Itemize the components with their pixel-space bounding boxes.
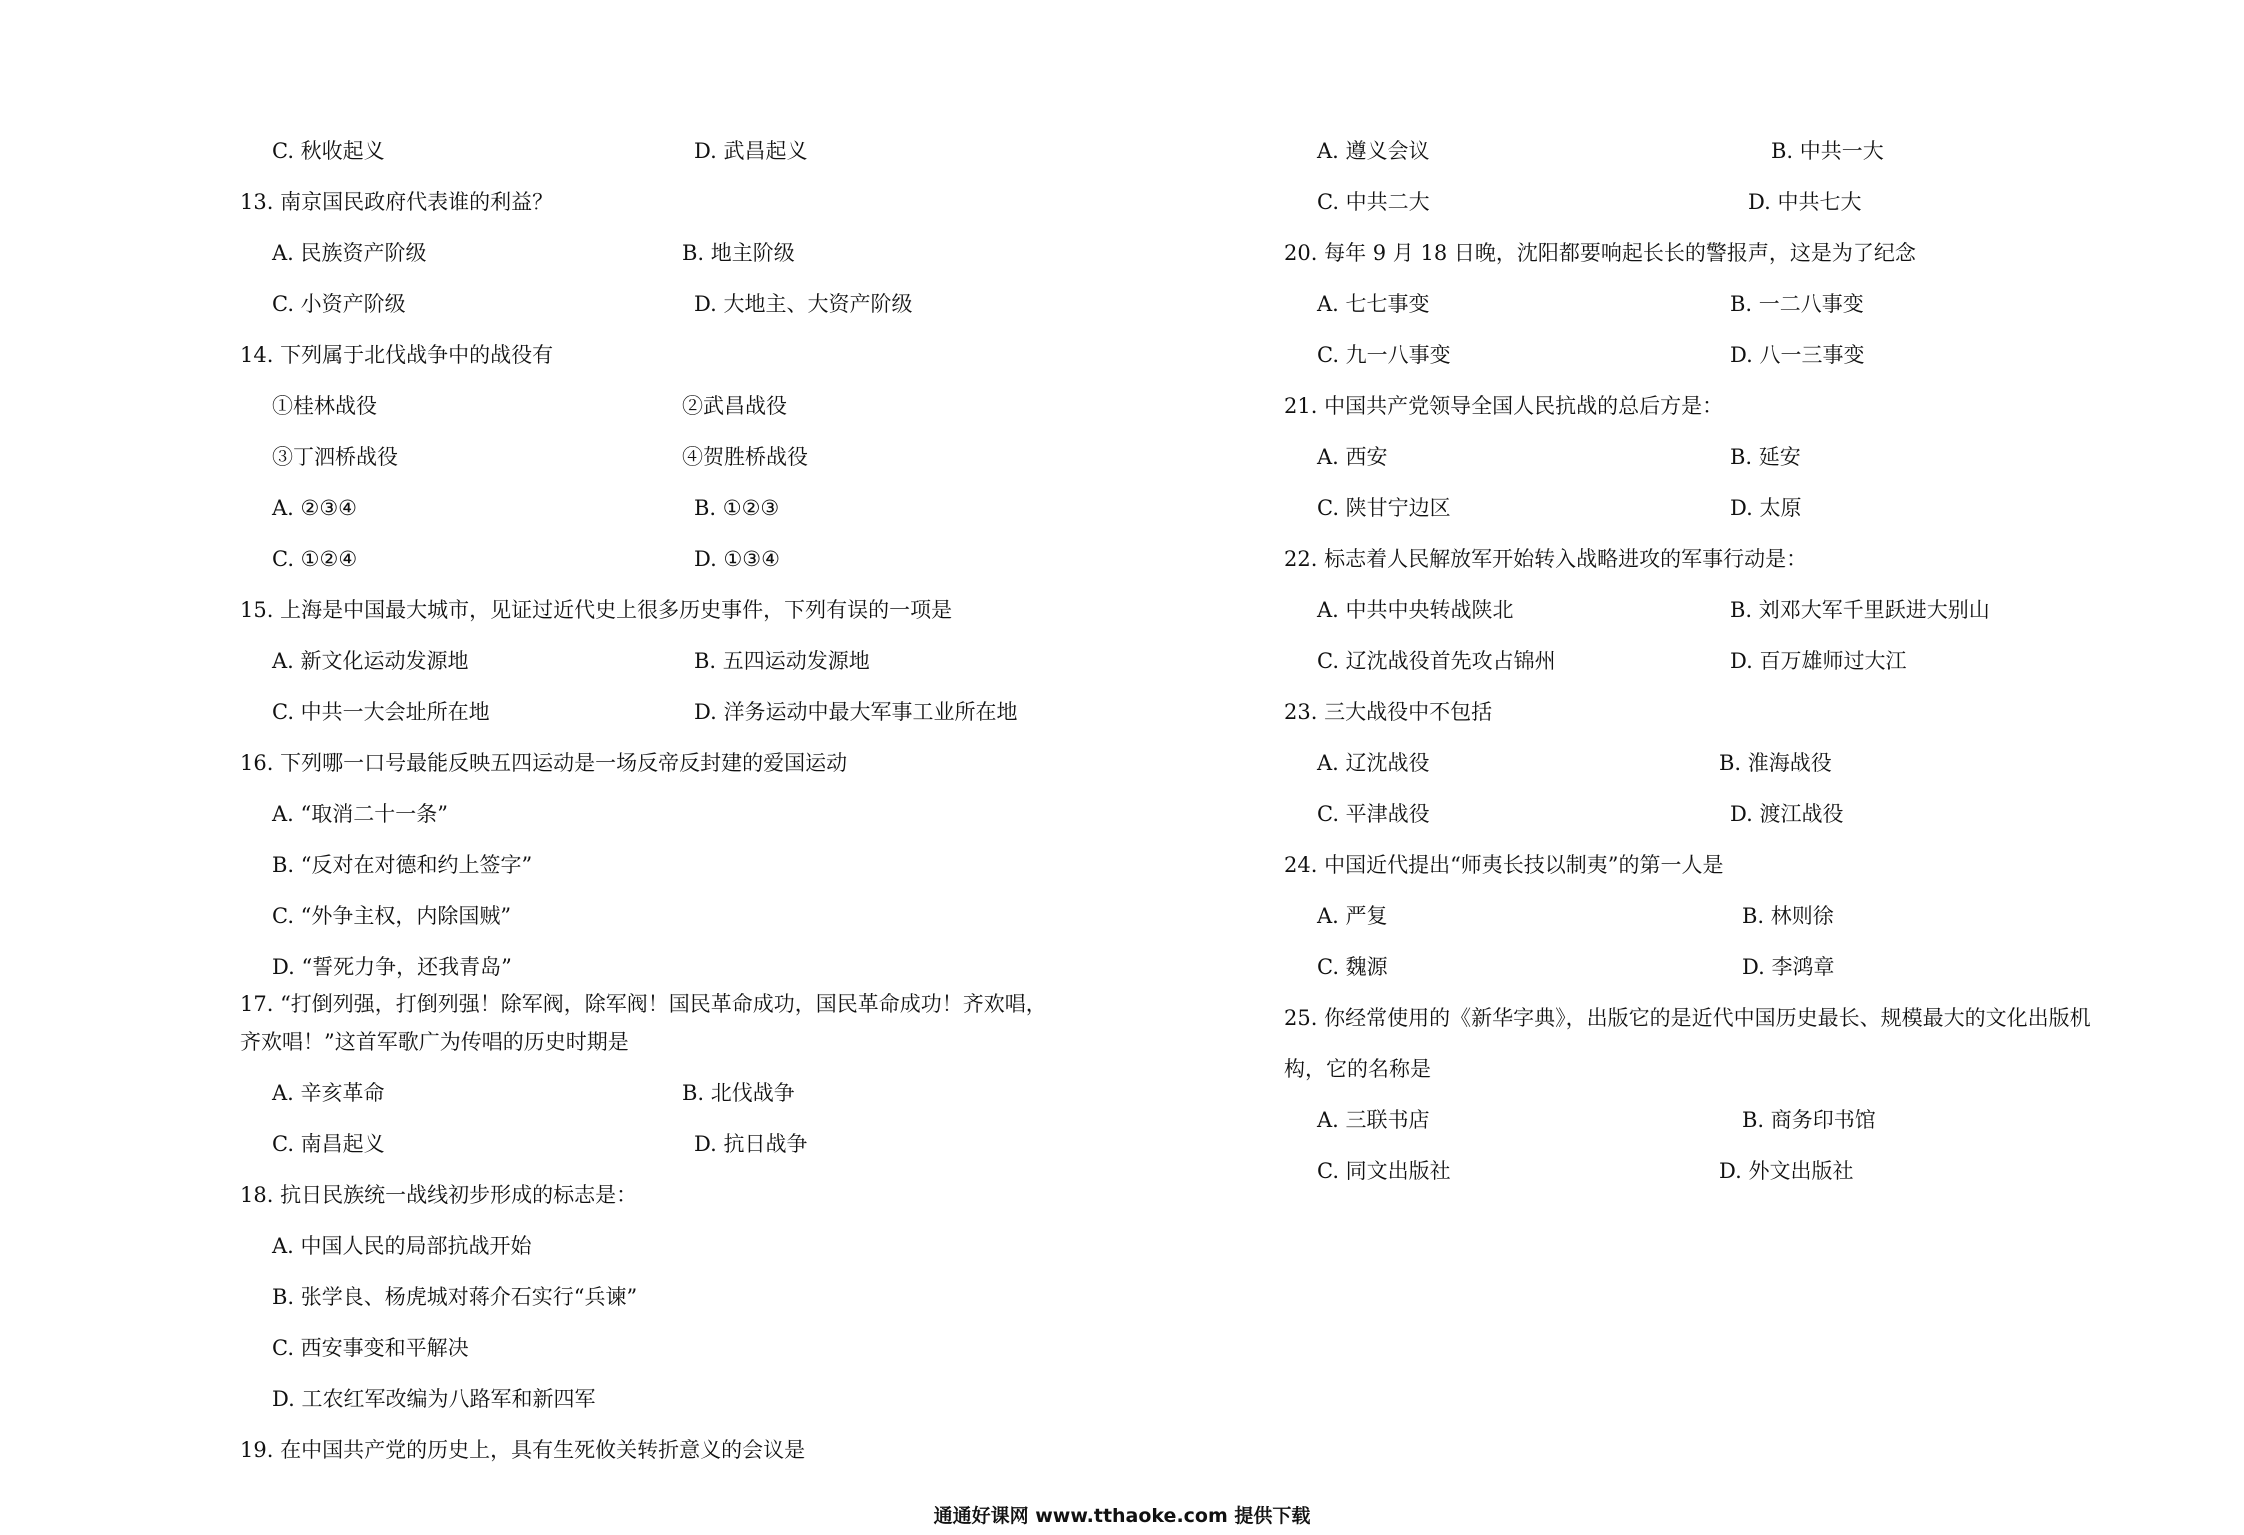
q14-item-3: ③丁泗桥战役 [272,445,398,469]
q15-stem: 15. 上海是中国最大城市，见证过近代史上很多历史事件，下列有误的一项是 [240,598,953,622]
q25-option-c: C. 同文出版社 [1317,1159,1451,1183]
q21-option-c: C. 陕甘宁边区 [1317,496,1451,520]
q16-option-b: B. “反对在对德和约上签字” [272,853,533,877]
q17-option-c: C. 南昌起义 [272,1132,385,1156]
q13-option-d: D. 大地主、大资产阶级 [694,292,913,316]
q23-stem: 23. 三大战役中不包括 [1284,700,1493,724]
q14-option-c: C. ①②④ [272,547,358,571]
q24-option-a: A. 严复 [1317,904,1388,928]
q21-option-b: B. 延安 [1730,445,1801,469]
q22-option-c: C. 辽沈战役首先攻占锦州 [1317,649,1556,673]
q19-option-d: D. 中共七大 [1748,190,1862,214]
q16-option-a: A. “取消二十一条” [272,802,448,826]
q20-stem: 20. 每年 9 月 18 日晚，沈阳都要响起长长的警报声，这是为了纪念 [1284,241,1916,265]
q14-item-1: ①桂林战役 [272,394,377,418]
q18-stem: 18. 抗日民族统一战线初步形成的标志是： [240,1183,638,1207]
q14-option-d: D. ①③④ [694,547,780,571]
q20-option-a: A. 七七事变 [1317,292,1430,316]
q17-option-d: D. 抗日战争 [694,1132,808,1156]
q13-option-b: B. 地主阶级 [682,241,795,265]
q24-stem: 24. 中国近代提出“师夷长技以制夷”的第一人是 [1284,853,1724,877]
q25-option-d: D. 外文出版社 [1719,1159,1854,1183]
q15-option-a: A. 新文化运动发源地 [272,649,469,673]
q20-option-d: D. 八一三事变 [1730,343,1865,367]
q14-stem: 14. 下列属于北伐战争中的战役有 [240,343,554,367]
q16-stem: 16. 下列哪一口号最能反映五四运动是一场反帝反封建的爱国运动 [240,751,848,775]
q23-option-a: A. 辽沈战役 [1317,751,1430,775]
q17-option-b: B. 北伐战争 [682,1081,795,1105]
q25-stem-line-2: 构，它的名称是 [1284,1057,1431,1081]
q20-option-c: C. 九一八事变 [1317,343,1451,367]
q22-option-a: A. 中共中央转战陕北 [1317,598,1514,622]
q15-option-b: B. 五四运动发源地 [694,649,870,673]
q18-option-c: C. 西安事变和平解决 [272,1336,469,1360]
q18-option-a: A. 中国人民的局部抗战开始 [272,1234,532,1258]
q13-option-c: C. 小资产阶级 [272,292,406,316]
q12-option-c: C. 秋收起义 [272,139,385,163]
q19-option-b: B. 中共一大 [1771,139,1884,163]
q15-option-c: C. 中共一大会址所在地 [272,700,490,724]
q22-stem: 22. 标志着人民解放军开始转入战略进攻的军事行动是： [1284,547,1808,571]
q17-stem-line-1: 17. “打倒列强，打倒列强！除军阀，除军阀！国民革命成功，国民革命成功！齐欢唱， [240,992,1047,1016]
q24-option-c: C. 魏源 [1317,955,1388,979]
q22-option-d: D. 百万雄师过大江 [1730,649,1907,673]
q19-stem: 19. 在中国共产党的历史上，具有生死攸关转折意义的会议是 [240,1438,806,1462]
q14-option-b: B. ①②③ [694,496,780,520]
q21-stem: 21. 中国共产党领导全国人民抗战的总后方是： [1284,394,1724,418]
q18-option-d: D. 工农红军改编为八路军和新四军 [272,1387,596,1411]
q23-option-d: D. 渡江战役 [1730,802,1844,826]
q25-option-b: B. 商务印书馆 [1742,1108,1876,1132]
q18-option-b: B. 张学良、杨虎城对蒋介石实行“兵谏” [272,1285,638,1309]
q15-option-d: D. 洋务运动中最大军事工业所在地 [694,700,1018,724]
q23-option-c: C. 平津战役 [1317,802,1430,826]
q24-option-d: D. 李鸿章 [1742,955,1835,979]
q17-stem-line-2: 齐欢唱！”这首军歌广为传唱的历史时期是 [240,1030,629,1054]
q16-option-d: D. “誓死力争，还我青岛” [272,955,512,979]
q25-stem-line-1: 25. 你经常使用的《新华字典》，出版它的是近代中国历史最长、规模最大的文化出版机 [1284,1006,2091,1030]
q14-item-4: ④贺胜桥战役 [682,445,808,469]
q13-option-a: A. 民族资产阶级 [272,241,427,265]
q14-item-2: ②武昌战役 [682,394,787,418]
q17-option-a: A. 辛亥革命 [272,1081,385,1105]
q21-option-d: D. 太原 [1730,496,1802,520]
q22-option-b: B. 刘邓大军千里跃进大别山 [1730,598,1990,622]
q23-option-b: B. 淮海战役 [1719,751,1832,775]
q19-option-a: A. 遵义会议 [1317,139,1430,163]
footer-source-note: 通通好课网 www.tthaoke.com 提供下载 [933,1505,1311,1527]
q20-option-b: B. 一二八事变 [1730,292,1864,316]
q24-option-b: B. 林则徐 [1742,904,1834,928]
q12-option-d: D. 武昌起义 [694,139,808,163]
q16-option-c: C. “外争主权，内除国贼” [272,904,512,928]
q14-option-a: A. ②③④ [272,496,357,520]
q13-stem: 13. 南京国民政府代表谁的利益？ [240,190,554,214]
q25-option-a: A. 三联书店 [1317,1108,1430,1132]
q19-option-c: C. 中共二大 [1317,190,1430,214]
q21-option-a: A. 西安 [1317,445,1388,469]
